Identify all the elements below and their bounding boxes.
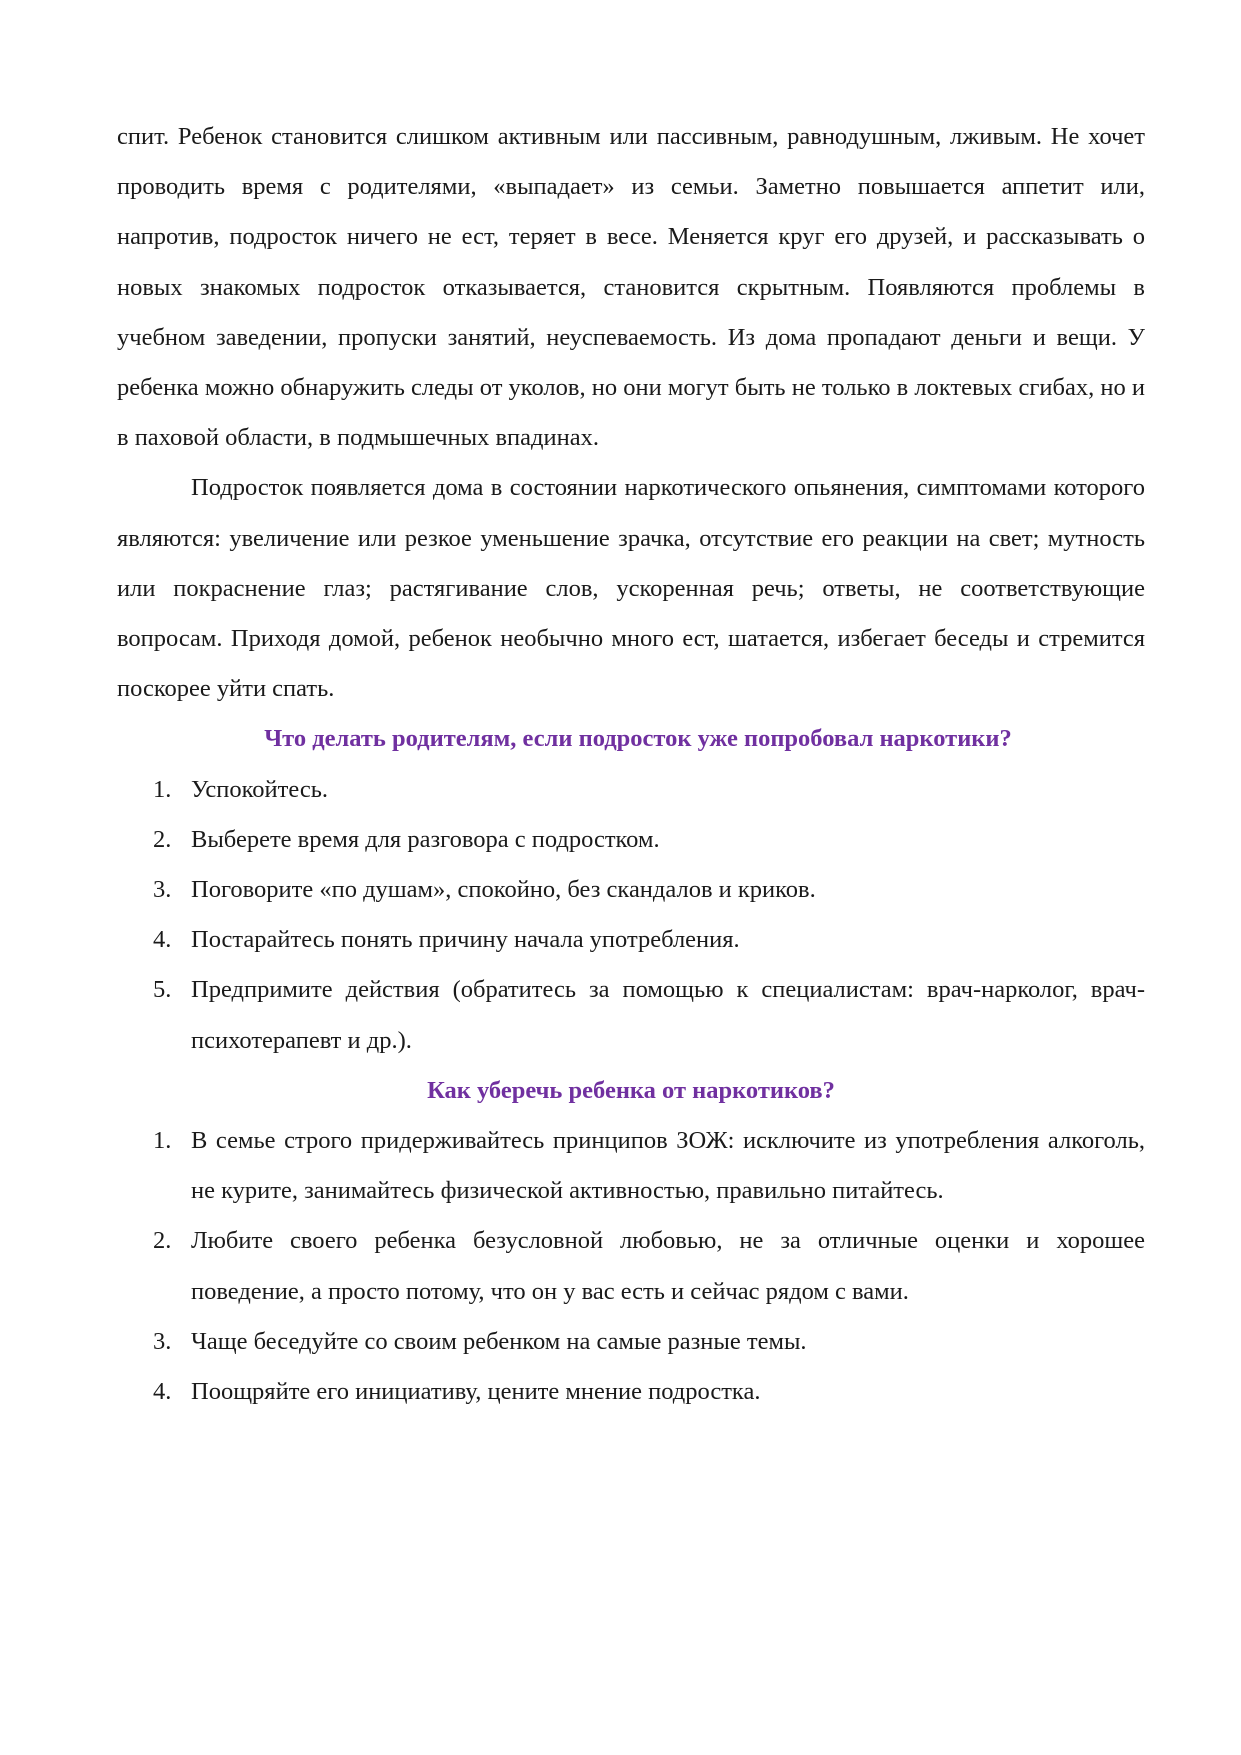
list-item: [117, 1216, 1145, 1316]
list-item-number: 4.: [153, 926, 172, 954]
list-item-text: Поощряйте его инициативу, цените мнение подростка.: [191, 1378, 761, 1406]
list-item: [117, 1116, 1145, 1216]
list-item-number: 2.: [153, 1227, 172, 1255]
list-item-number: 4.: [153, 1378, 172, 1406]
list-item-text: Любите своего ребенка безусловной любовью, не за отличные оценки и хорошее поведение, а просто потому, что он у вас есть и сейчас рядом с вами.: [191, 1227, 1145, 1305]
list-item-number: 2.: [153, 825, 172, 853]
list-item: [117, 965, 1145, 1065]
list-item: [117, 1317, 1145, 1367]
list-what-to-do: [117, 765, 1145, 1066]
list-item-number: 3.: [153, 876, 172, 904]
list-item-text: Поговорите «по душам», спокойно, без скандалов и криков.: [191, 876, 816, 904]
list-item: [117, 865, 1145, 915]
list-protect-child: [117, 1116, 1145, 1417]
list-item: [117, 815, 1145, 865]
list-item-text: Постарайтесь понять причину начала употребления.: [191, 926, 740, 954]
list-item-text: Выберете время для разговора с подростком.: [191, 825, 660, 853]
list-item-number: 1.: [153, 775, 172, 803]
list-item: [117, 915, 1145, 965]
section-heading-protect-child: Как уберечь ребенка от наркотиков?: [427, 1076, 835, 1104]
list-item-text: В семье строго придерживайтесь принципов ЗОЖ: исключите из употребления алкоголь, не курите, занимайтесь физической активностью, правильно питайтесь.: [191, 1127, 1145, 1205]
paragraph-intoxication: Подросток появляется дома в состоянии наркотического опьянения, симптомами которого являются: увеличение или резкое уменьшение зрачка, отсутствие его реакции на свет; мутность или покраснение глаз; растягивание слов, ускоренная речь; ответы, не соответствующие вопросам. Приходя домой, ребенок необычно много ест, шатается, избегает беседы и стремится поскорее уйти спать.: [117, 474, 1145, 703]
list-item: [117, 765, 1145, 815]
list-item: [117, 1367, 1145, 1417]
section-heading-what-to-do: Что делать родителям, если подросток уже попробовал наркотики?: [264, 725, 1012, 753]
document-page: [117, 112, 1145, 1417]
list-item-text: Чаще беседуйте со своим ребенком на самые разные темы.: [191, 1327, 807, 1355]
list-item-number: 5.: [153, 976, 172, 1004]
list-item-number: 1.: [153, 1127, 172, 1155]
list-item-text: Предпримите действия (обратитесь за помощью к специалистам: врач-нарколог, врач-психотерапевт и др.).: [191, 976, 1145, 1054]
list-item-number: 3.: [153, 1327, 172, 1355]
list-item-text: Успокойтесь.: [191, 775, 329, 803]
paragraph-symptoms: спит. Ребенок становится слишком активным или пассивным, равнодушным, лживым. Не хочет проводить время с родителями, «выпадает» из семьи. Заметно повышается аппетит или, напротив, подросток ничего не ест, теряет в весе. Меняется круг его друзей, и рассказывать о новых знакомых подросток отказывается, становится скрытным. Появляются проблемы в учебном заведении, пропуски занятий, неуспеваемость. Из дома пропадают деньги и вещи. У ребенка можно обнаружить следы от уколов, но они могут быть не только в локтевых сгибах, но и в паховой области, в подмышечных впадинах.: [117, 123, 1145, 452]
